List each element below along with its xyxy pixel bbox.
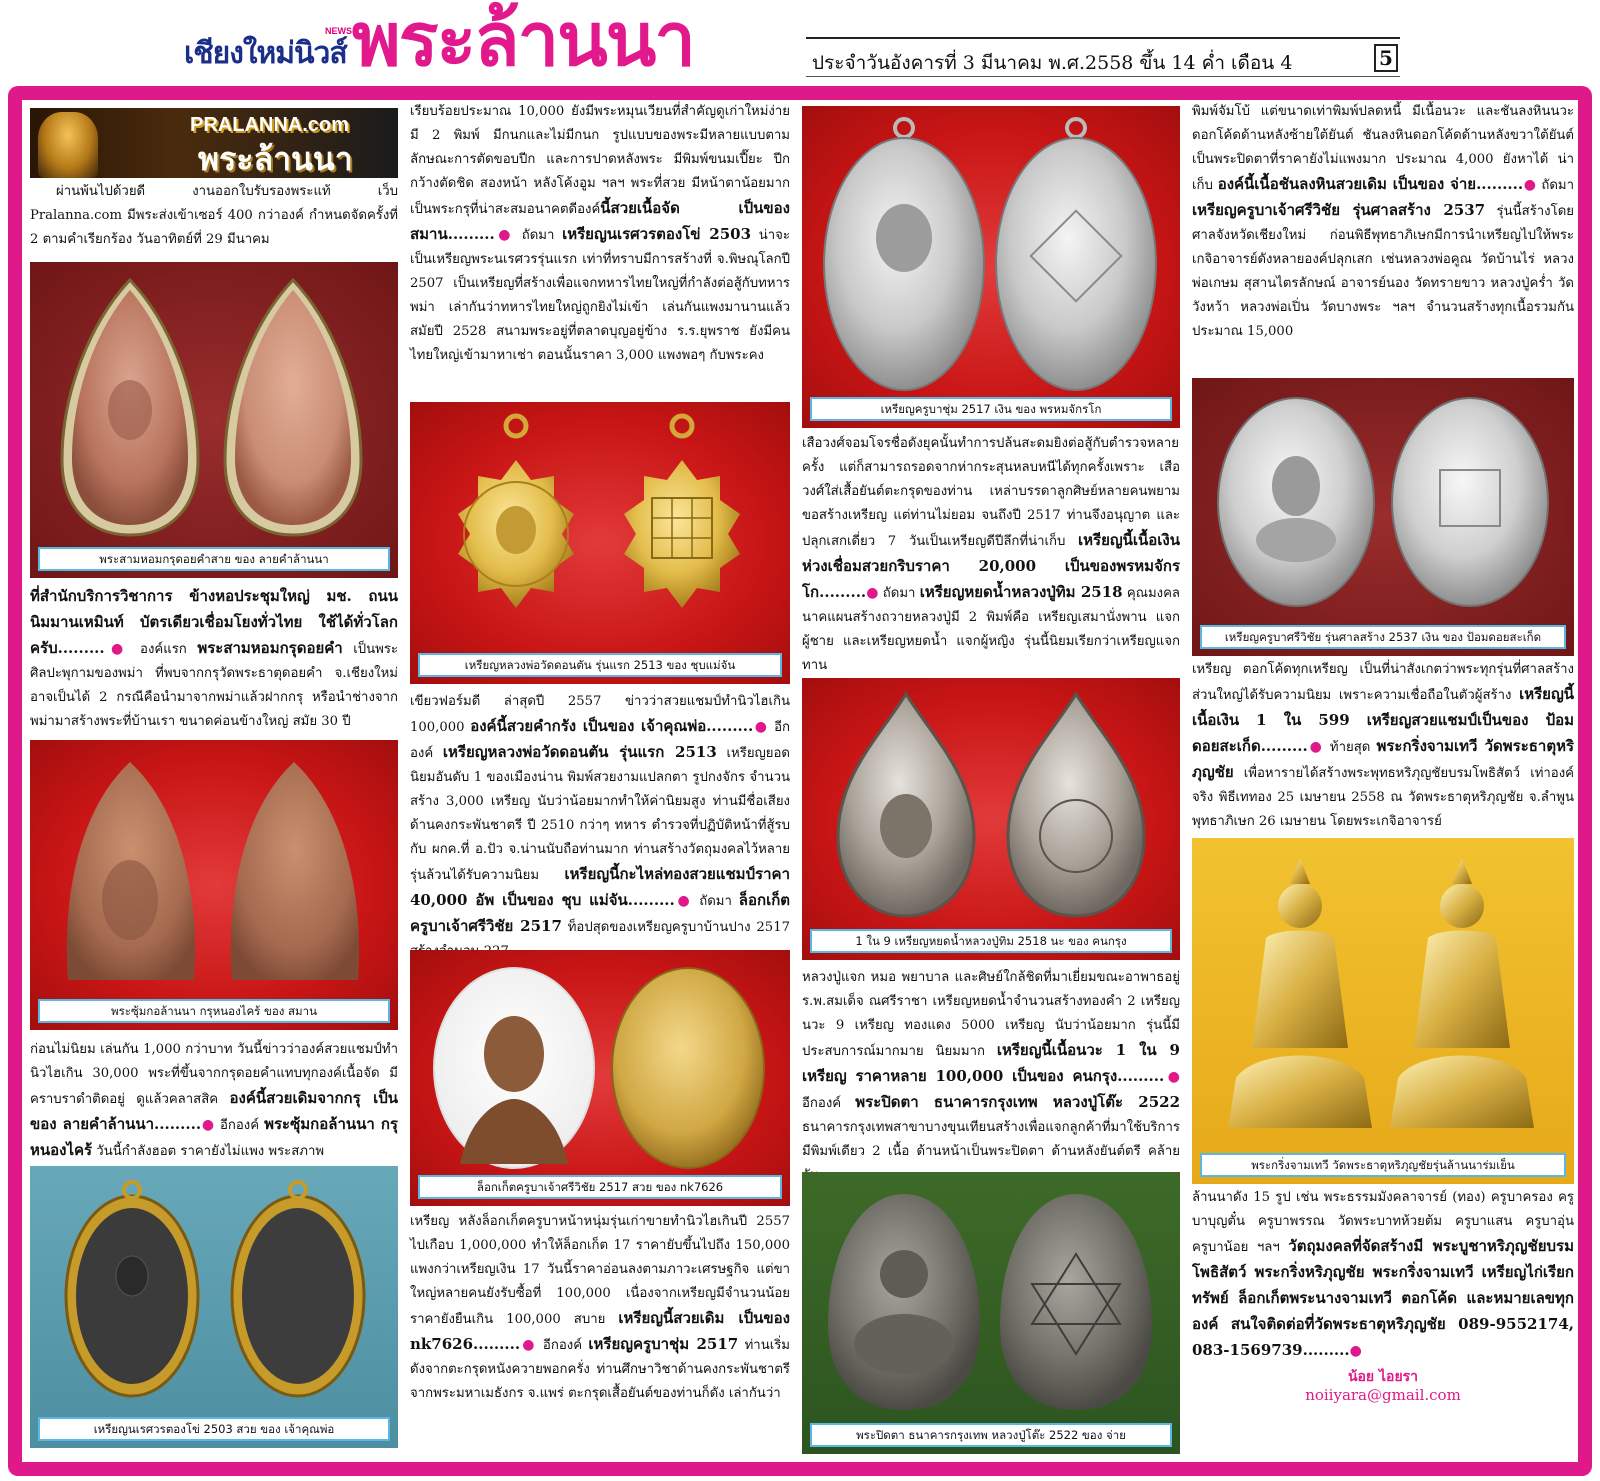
highlight-text: ล็อกเก็ตครูบาเจ้าศรีวิชัย 2517	[410, 891, 791, 935]
page-number: 5	[1374, 44, 1398, 72]
amulet-image	[430, 964, 770, 1170]
paragraph-text: ถัดมา	[878, 586, 920, 601]
article-paragraph	[410, 690, 790, 952]
bullet-icon: ●	[1164, 1069, 1181, 1085]
article-paragraph	[1192, 1186, 1574, 1358]
highlight-text: องค์นี้สวยคำกรัง เป็นของ เจ้าคุณพ่อ.........	[470, 717, 754, 735]
paragraph-text: รุ่นนี้สร้างโดยศาลจังหวัดเชียงใหม่ ก่อนพิธีพุทธาภิเษกมีการนำเหรียญไปให้พระเกจิอาจารย์ดังหลายองค์ปลุกเสก เช่นหลวงพ่อคูณ วัดบ้านไร่ หลวงพ่อเกษม สุสานไตรลักษณ์ อาจารย์นอง วัดทรายขาว หลวงปู่คร่ำ วัดวังหว้า หลวงพ่อเปิ่น วัดบางพระ ฯลฯ จำนวนสร้างทุกเนื้อรวมกันประมาณ 15,000	[1192, 204, 1574, 339]
highlight-text: เหรียญนี้เนื้อนวะ 1 ใน 9 เหรียญ ราคาหลาย 100,000 เป็นของ คนกรุง.........	[802, 1041, 1180, 1085]
author-email[interactable]: noiiyara@gmail.com	[1305, 1386, 1461, 1404]
highlight-text: เหรียญนี้เนื้อเงิน 1 ใน 599 เหรียญสวยแชมป์เป็นของ ป้อมดอยสะเก็ด.........	[1192, 685, 1574, 755]
paragraph-text: เพื่อหารายได้สร้างพระพุทธหริภุญชัยบรมโพธิสัตว์ เท่าองค์จริง พิธีเททอง 25 เมษายน 2558 ณ วัดพระธาตุหริภุญชัย จ.ลำพูน พุทธาภิเษก 26 เมษายน โดยพระเกจิอาจารย์	[1192, 766, 1574, 829]
highlight-text: พระซุ้มกอล้านนา กรุหนองไคร้	[30, 1115, 398, 1159]
paragraph-text: ท้ายสุด	[1323, 740, 1377, 755]
logo-badge: NEWS	[325, 26, 352, 36]
paragraph-text: เหรียญ หลังล็อกเก็ตครูบาหน้าหนุ่มรุ่นเก่าขายทำนิวไฮเกินปี 2557 ไปเกือบ 1,000,000 ทำให้ล็อกเก็ต 17 ราคายับขึ้นไปถึง 150,000 แพงกว่าเหรียญเงิน 17 วันนี้ราคาอ่อนลงตามภาวะเศรษฐกิจ แต่ขาใหญ่หลายคนยังรับซื้อที่ 100,000 เนื่องจากเหรียญมีจำนวนน้อย ราคายังยืนเกิน 100,000 สบาย	[410, 1214, 790, 1327]
highlight-text: เหรียญนเรศวรตองโข่ 2503	[562, 225, 752, 243]
section-title: พระล้านนา	[352, 0, 694, 83]
photo-pidta	[802, 1172, 1180, 1454]
paragraph-text: เหรียญ ตอกโค้ดทุกเหรียญ เป็นที่น่าสังเกตว่าพระทุกรุ่นที่ศาลสร้างส่วนใหญ่ได้รับความนิยม เพราะความเชื่อถือในตัวผู้สร้าง	[1192, 662, 1574, 703]
photo-sumko	[30, 740, 398, 1030]
article-paragraph	[1192, 658, 1574, 836]
photo-naresuan	[30, 1166, 398, 1448]
highlight-text: องค์นี้สวยเดิมจากกรุ เป็นของ ลายคำล้านนา.........	[30, 1089, 398, 1133]
article-paragraph	[30, 1038, 398, 1164]
column-3	[802, 100, 1180, 1462]
highlight-text: เหรียญนี้เนื้อเงินห่วงเชื่อมสวยกริบราคา 20,000 เป็นของพรหมจักรโก.........	[802, 531, 1180, 601]
paragraph-text: หลวงปู่แจก หมอ พยาบาล และศิษย์ใกล้ชิดที่มาเยี่ยมขณะอาพาธอยู่ ร.พ.สมเด็จ ณศรีราชา เหรียญหยดน้ำจำนวนสร้างทองคำ 2 เหรียญ นวะ 9 เหรียญ ทองแดง 5000 เหรียญ นับว่าน้อยมาก รุ่นนี้มีประสบการณ์มากมาย นิยมมาก	[802, 970, 1180, 1059]
paragraph-text: เหรียญยอดนิยมอันดับ 1 ของเมืองน่าน พิมพ์สวยงามแปลกตา รูปกงจักร จำนวนสร้าง 3,000 เหรียญ นับว่าน้อยมากทำให้ค่านิยมสูง ท่านมีชื่อเสียงด้านคงกระพันชาตรี ปี 2510 กว่าๆ ทหาร ตำรวจที่ปฏิบัติหน้าที่สู้รบกับ ผกค.ที่ อ.ปัว จ.น่านนับถือท่านมาก ท่านสร้างวัตถุมงคลไว้หลายรุ่นล้วนได้รับความนิยม	[410, 746, 790, 883]
paragraph-text: อีกองค์	[536, 1338, 589, 1353]
issue-date: ประจำวันอังคารที่ 3 มีนาคม พ.ศ.2558 ขึ้น 14 ค่ำ เดือน 4	[812, 52, 1293, 74]
bullet-icon: ●	[494, 227, 514, 243]
highlight-text: วัตถุมงคลที่จัดสร้างมี พระบูชาหริภุญชัยบรมโพธิสัตว์ พระกริ่งหริภุญชัย พระกริ่งจามเทวี เหรียญไก่เรียกทรัพย์ ล็อกเก็ตพระนางจามเทวี ตอกโค้ด และหมายเลขทุกองค์ สนใจติดต่อที่วัดพระธาตุหริภุญชัย 089-9552174, 083-1569739.........	[1192, 1237, 1574, 1359]
amulet-image	[434, 410, 764, 646]
highlight-text: เหรียญหลวงพ่อวัดดอนตัน รุ่นแรก 2513	[442, 743, 717, 761]
promo-site: PRALANNA.com	[190, 114, 349, 136]
paragraph-text: พิมพ์จัมโบ้ แต่ขนาดเท่าพิมพ์ปลดหนี้ มีเนื้อนวะ และชันลงหินนวะดอกโค้ดด้านหลังซ้ายใต้ยันต์ ชันลงหินดอกโค้ดด้านหลังขวาใต้ยันต์ เป็นพระปิดตาที่ราคายังไม่แพงมาก ประมาณ 4,000 ยังหาได้ น่าเก็บ	[1192, 104, 1574, 193]
paragraph-text: คุณมงคล นาคแผนสร้างถวายหลวงปู่มี 2 พิมพ์คือ เหรียญเสมานั่งพาน แจกผู้ชาย และเหรียญหยดน้ำ แจกผู้หญิง รุ่นนี้นิยมเรียกว่าเหรียญแจกทาน	[802, 586, 1180, 673]
article-paragraph	[802, 432, 1180, 680]
date-rule-top	[806, 37, 1400, 39]
paragraph-text: ธนาคารกรุงเทพสาขาบางขุนเทียนสร้างเพื่อแจกลูกค้าที่มาใช้บริการ มีพิมพ์เดียว 2 เนื้อ ด้านหน้าเป็นพระปิดตา ด้านหลังยันต์ตรี คล้าย	[802, 1120, 1180, 1159]
paragraph-text: เป็นพระศิลปะพุกามของพม่า ที่พบจากกรุวัดพระธาตุดอยคำ จ.เชียงใหม่ อาจเป็นได้ 2 กรณีคือนำมาจากพม่าแล้วฝากกรุ หรือนำช่างจากพม่ามาสร้างพระที่บ้านเรา ขนาดค่อนข้างใหญ่ สมัย 30 ปี	[30, 642, 398, 729]
paragraph-text: เรียบร้อยประมาณ 10,000 ยังมีพระหมุนเวียนที่สำคัญดูเก่าใหม่ง่าย มี 2 พิมพ์ มีกนกและไม่มีกนก รูปแบบของพระมีหลายแบบตามลักษณะการตัดขอบปีก และการปาดหลังพระ มีพิมพ์ขนมเปี๊ยะ ปีกกว้างตัดชิด สองหน้า หลังโค้งอูม ฯลฯ พระที่สวย มีหน้าตาน้อยมาก เป็นพระกรุที่น่าสะสมอนาคตดีองค์	[410, 104, 790, 217]
highlight-text: เหรียญนี้สวยเดิม เป็นของ nk7626.........	[410, 1309, 791, 1353]
paragraph-text: เสือวงศ์จอมโจรชื่อดังยุคนั้นทำการปล้นสะดมยิงต่อสู้กับตำรวจหลายครั้ง แต่ก็สามารถรอดจากห่ากระสุนหลบหนีได้ทุกครั้งเพราะ เสือวงศ์ใส่เสื้อยันต์ตะกรุดของท่าน เหล่าบรรดาลูกศิษย์หลายคนพยามขอสร้างเหรียญ แต่ท่านไม่ยอม จนถึงปี 2517 ท่านจึงอนุญาต และปลุกเสกเดี่ยว 7 วันเป็นเหรียญดีปีลึกที่น่าเก็บ	[802, 436, 1180, 549]
photo-samhom	[30, 262, 398, 578]
highlight-text: พระกริ่งจามเทวี วัดพระธาตุหริภุญชัย	[1192, 737, 1575, 781]
newspaper-logo	[184, 22, 356, 78]
paragraph-text: อีกองค์	[214, 1118, 265, 1133]
highlight-text: พระสามหอมกรุดอยคำ	[197, 639, 343, 657]
paragraph-text: น่าจะเป็นเหรียญพระนเรศวรรุ่นแรก เท่าที่ทราบมีการสร้างที่ จ.พิษณุโลกปี 2507 เป็นเหรียญที่สร้างเพื่อแจกทหารไทยใหญ่ที่กำลังต่อสู้กับทหารพม่า เล่ากันว่าทหารไทยใหญ่ถูกยิงไม่เข้า เล่นกันแพงมานานแล้ว สมัยปี 2528 สนามพระอยู่ที่ตลาดบุญอยู่ข้าง ร.ร.ยุพราช ยังมีคนไทยใหญ่เข้ามาหาเช่า ตอนนั้นราคา 3,000 แพงพอๆ กับพระคง	[410, 228, 790, 363]
photo-caption: 1 ใน 9 เหรียญหยดน้ำหลวงปู่ทิม 2518 นะ ของ คนกรุง	[810, 929, 1172, 953]
photo-caption: พระปิดตา ธนาคารกรุงเทพ หลวงปู่โต๊ะ 2522 ของ จ่าย	[810, 1423, 1172, 1447]
highlight-text: นี้สวยเนื้อจัด เป็นของ สมาน.........	[410, 199, 790, 243]
amulet-image	[820, 1184, 1164, 1414]
bullet-icon: ●	[1523, 177, 1537, 193]
amulet-image	[1226, 848, 1546, 1138]
photo-caption: เหรียญครูบาชุ่ม 2517 เงิน ของ พรหมจักรโก	[810, 397, 1172, 421]
paragraph-text: ท็อปสุดของเหรียญครูบาบ้านปาง 2517	[567, 920, 790, 935]
highlight-text: เหรียญครูบาชุ่ม 2517	[588, 1335, 739, 1353]
logo-text: เชียงใหม่นิวส์	[184, 36, 347, 71]
highlight-text: เหรียญนี้กะไหล่ทองสวยแชมป์ราคา 40,000 อัพ เป็นของ ชุบ แม่จัน.........	[410, 865, 790, 909]
bullet-icon: ●	[866, 585, 879, 601]
content-area	[22, 100, 1578, 1462]
paragraph-text: ถัดมา	[1536, 178, 1575, 193]
bullet-icon: ●	[1349, 1343, 1362, 1359]
paragraph-text: องค์แรก	[129, 642, 198, 657]
highlight-text: เหรียญครูบาเจ้าศรีวิชัย รุ่นศาลสร้าง 2537	[1192, 201, 1486, 219]
article-paragraph	[30, 180, 398, 258]
bullet-icon: ●	[104, 641, 130, 657]
article-paragraph	[802, 966, 1180, 1170]
amulet-image	[822, 686, 1162, 922]
photo-phra-kring	[1192, 838, 1574, 1184]
promo-name: พระล้านนา	[198, 140, 353, 178]
photo-luang-pu-thim	[802, 678, 1180, 960]
paragraph-text: ก่อนไม่นิยม เล่นกัน 1,000 กว่าบาท วันนี้ข่าวว่าองค์สวยแชมป์ทำนิวไฮเกิน 30,000 พระที่ขึ้นจากกรุดอยคำแทบทุกองค์เนื้อจัด มีคราบราดำติดอยู่ ดูแล้วคลาสสิค	[30, 1042, 398, 1107]
paragraph-text: อีกองค์	[410, 720, 790, 761]
highlight-text: ที่สำนักบริการวิชาการ ข้างหอประชุมใหญ่ มช. ถนนนิมมานเหมินท์ บัตรเดียวเชื่อมโยงทั่วไทย ใช้ได้ทั่วโลก ครับ.........	[30, 587, 398, 657]
photo-caption: พระสามหอมกรุดอยคำสาย ของ ลายคำล้านนา	[38, 547, 390, 571]
amulet-image	[48, 750, 378, 990]
amulet-image	[50, 1176, 380, 1408]
article-paragraph	[410, 100, 790, 400]
bullet-icon: ●	[201, 1117, 215, 1133]
photo-caption: เหรียญนเรศวรตองโข่ 2503 สวย ของ เจ้าคุณพ่อ	[38, 1417, 390, 1441]
article-paragraph	[30, 584, 398, 736]
bullet-icon: ●	[520, 1337, 537, 1353]
photo-caption: พระกริ่งจามเทวี วัดพระธาตุหริภุญชัยรุ่นล้านนาร่มเย็น	[1200, 1153, 1566, 1177]
highlight-text: พระปิดตา ธนาคารกรุงเทพ หลวงปู่โต๊ะ 2522	[855, 1093, 1181, 1111]
photo-caption: ล็อกเก็ตครูบาเจ้าศรีวิชัย 2517 สวย ของ nk7626	[418, 1175, 782, 1199]
promo-banner	[30, 108, 398, 178]
bullet-icon: ●	[674, 893, 693, 909]
paragraph-text: อีกองค์	[802, 1096, 856, 1111]
paragraph-text: วันนี้กำลังฮอต ราคายังไม่แพง พระสภาพ	[92, 1144, 325, 1159]
paragraph-text: ท่านเริ่มดังจากตะกรุดหนังควายพอกครั่ง ท่านศึกษาวิชาด้านคงกระพันชาตรีจากพระมหาเมธังกร จ.แพร่ ตะกรุดเสื้อยันต์ของท่านก็ดัง เล่ากันว่า	[410, 1338, 790, 1401]
date-rule-bottom	[806, 76, 1400, 77]
paragraph-text: ถัดมา	[514, 228, 563, 243]
amulet-image	[48, 270, 378, 540]
photo-caption: เหรียญหลวงพ่อวัดดอนตัน รุ่นแรก 2513 ของ ชุบแม่จัน	[418, 653, 782, 677]
paragraph-text: ล้านนาดัง 15 รูป เช่น พระธรรมมังคลาจารย์ (ทอง) ครูบาครอง ครูบาบุญตั๋น ครูบาพรรณ วัดพระบาทห้วยต้ม ครูบาแสน ครูบาอุ่น ครูบาน้อย ฯลฯ	[1192, 1190, 1574, 1255]
photo-wat-don-tan	[410, 402, 790, 684]
article-paragraph	[1192, 100, 1574, 376]
highlight-text: เหรียญหยดน้ำหลวงปู่ทิม 2518	[919, 583, 1123, 601]
article-paragraph	[410, 1210, 790, 1454]
amulet-image	[816, 114, 1166, 396]
paragraph-text: เขียวฟอร์มดี ล่าสุดปี 2557 ข่าวว่าสวยแชมป์ทำนิวไฮเกิน 100,000	[410, 694, 790, 735]
statue-image	[38, 112, 98, 178]
photo-caption: พระซุ้มกอล้านนา กรุหนองไคร้ ของ สมาน	[38, 999, 390, 1023]
masthead	[0, 0, 1600, 84]
column-1	[30, 100, 398, 1462]
author-name: น้อย ไอยรา	[1347, 1369, 1419, 1385]
bullet-icon: ●	[753, 719, 769, 735]
highlight-text: องค์นี้เนื้อชันลงหินสวยเดิม เป็นของ จ่าย.........	[1217, 175, 1524, 193]
photo-khruba-chum	[802, 106, 1180, 428]
column-2	[410, 100, 790, 1462]
bullet-icon: ●	[1307, 739, 1324, 755]
column-4	[1192, 100, 1574, 1462]
paragraph-text: ผ่านพ้นไปด้วยดี งานออกใบรับรองพระแท้ เว็บ Pralanna.com มีพระส่งเข้าเซอร์ 400 กว่าองค์ กำหนดจัดครั้งที่ 2 ตามคำเรียกร้อง วันอาทิตย์ที่ 29 มีนาคม	[30, 184, 398, 247]
photo-locket	[410, 950, 790, 1206]
photo-court-coin	[1192, 378, 1574, 656]
photo-caption: เหรียญครูบาศรีวิชัย รุ่นศาลสร้าง 2537 เงิน ของ ป้อมดอยสะเก็ด	[1200, 625, 1566, 649]
page-frame	[8, 86, 1592, 1476]
paragraph-text: ถัดมา	[692, 894, 739, 909]
amulet-image	[1208, 390, 1558, 612]
